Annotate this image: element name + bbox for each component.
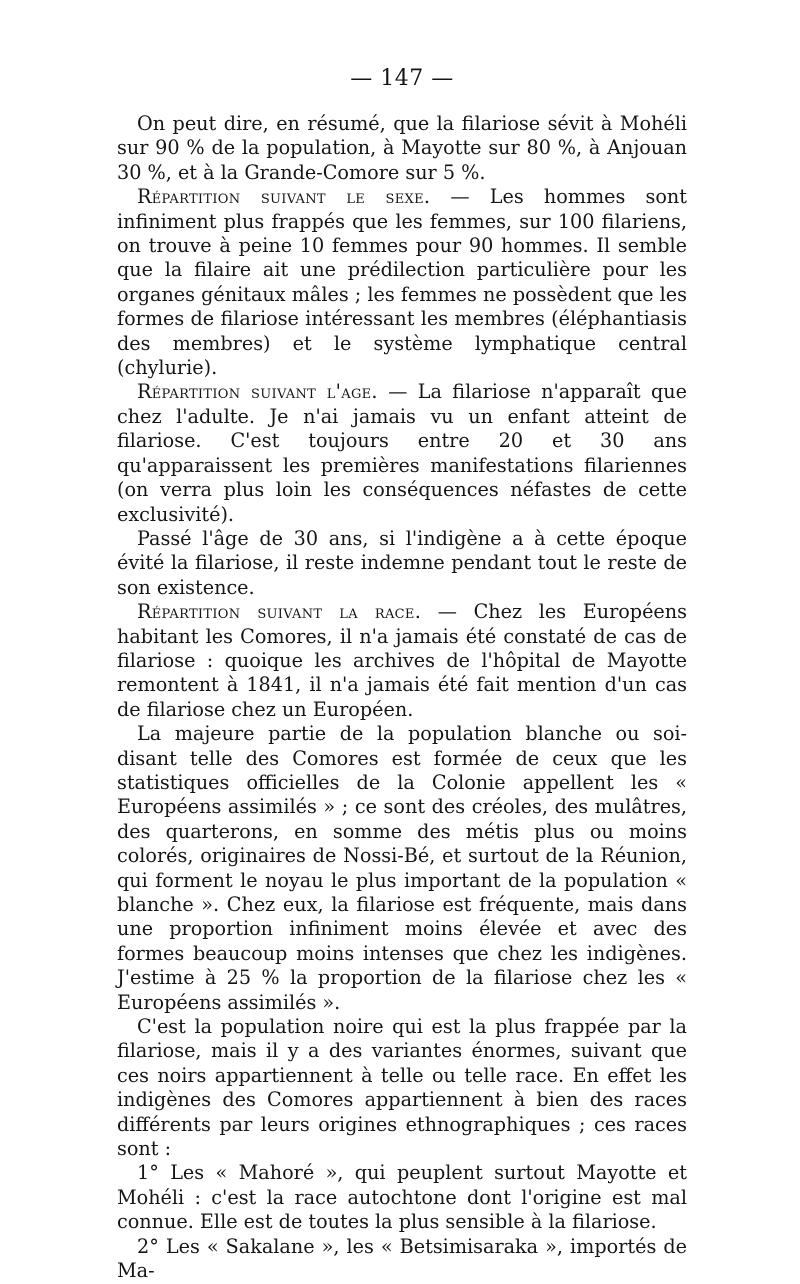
paragraph-7 [117,1015,687,1161]
paragraph-7-text: C'est la population noire qui est la plus frappée par la filariose, mais il y a des variantes énormes, suivant que ces noirs appartiennent à telle ou telle race. En effet les indigènes des Comores appartiennent à bien des races différents par leurs origines ethnographiques ; ces races sont : [117,1015,687,1161]
paragraph-2 [117,185,687,380]
page-number: — 147 — [350,66,454,91]
paragraph-8 [117,1161,687,1234]
paragraph-3-text: — La filariose n'apparaît que chez l'adulte. Je n'ai jamais vu un enfant atteint de filariose. C'est toujours entre 20 et 30 ans qu'apparaissent les premières manifestations filariennes (on verra plus loin les conséquences néfastes de cette exclusivité). [117,380,687,526]
paragraph-4-text: Passé l'âge de 30 ans, si l'indigène a à cette époque évité la filariose, il reste indemne pendant tout le reste de son existence. [117,526,687,599]
paragraph-6-text: La majeure partie de la population blanche ou soi-disant telle des Comores est formée de ceux que les statistiques officielles de la Colonie appellent les « Européens assimilés » ; ce sont des créoles, des mulâtres, des quarterons, en somme des métis plus ou moins colorés, originaires de Nossi-Bé, et surtout de la Réunion, qui forment le noyau le plus important de la population « blanche ». Chez eux, la filariose est fréquente, mais dans une proportion infiniment moins élevée et avec des formes beaucoup moins intenses que chez les indigènes. J'estime à 25 % la proportion de la filariose chez les « Européens assimilés ». [117,722,687,1014]
paragraph-4 [117,527,687,600]
paragraph-6 [117,722,687,1015]
page [117,66,687,1284]
paragraph-2-text: — Les hommes sont infiniment plus frappés que les femmes, sur 100 filariens, on trouve à peine 10 femmes pour 90 hommes. Il semble que la filaire ait une prédilection particulière pour les organes génitaux mâles ; les femmes ne possèdent que les formes de filariose intéressant les membres (éléphantiasis des membres) et le système lymphatique central (chylurie). [117,185,687,380]
section-heading-race: Répartition suivant la race. [137,600,422,624]
section-heading-sexe: Répartition suivant le sexe. [137,185,431,209]
paragraph-5-text: — Chez les Européens habitant les Comores, il n'a jamais été constaté de cas de filariose : quoique les archives de l'hôpital de Mayotte remontent à 1841, il n'a jamais été fait mention d'un cas de filariose chez un Européen. [117,600,687,721]
paragraph-1 [117,112,687,185]
paragraph-8-text: 1° Les « Mahoré », qui peuplent surtout Mayotte et Mohéli : c'est la race autochtone dont l'origine est mal connue. Elle est de toutes la plus sensible à la filariose. [117,1161,687,1234]
paragraph-9-text: 2° Les « Sakalane », les « Betsimisaraka », importés de Ma- [117,1234,687,1283]
paragraph-9 [117,1235,687,1284]
section-heading-age: Répartition suivant l'age. [137,380,378,404]
paragraph-3 [117,380,687,526]
paragraph-5 [117,600,687,722]
paragraph-1-text: On peut dire, en résumé, que la filariose sévit à Mohéli sur 90 % de la population, à Mayotte sur 80 %, à Anjouan 30 %, et à la Grande-Comore sur 5 %. [117,112,687,184]
